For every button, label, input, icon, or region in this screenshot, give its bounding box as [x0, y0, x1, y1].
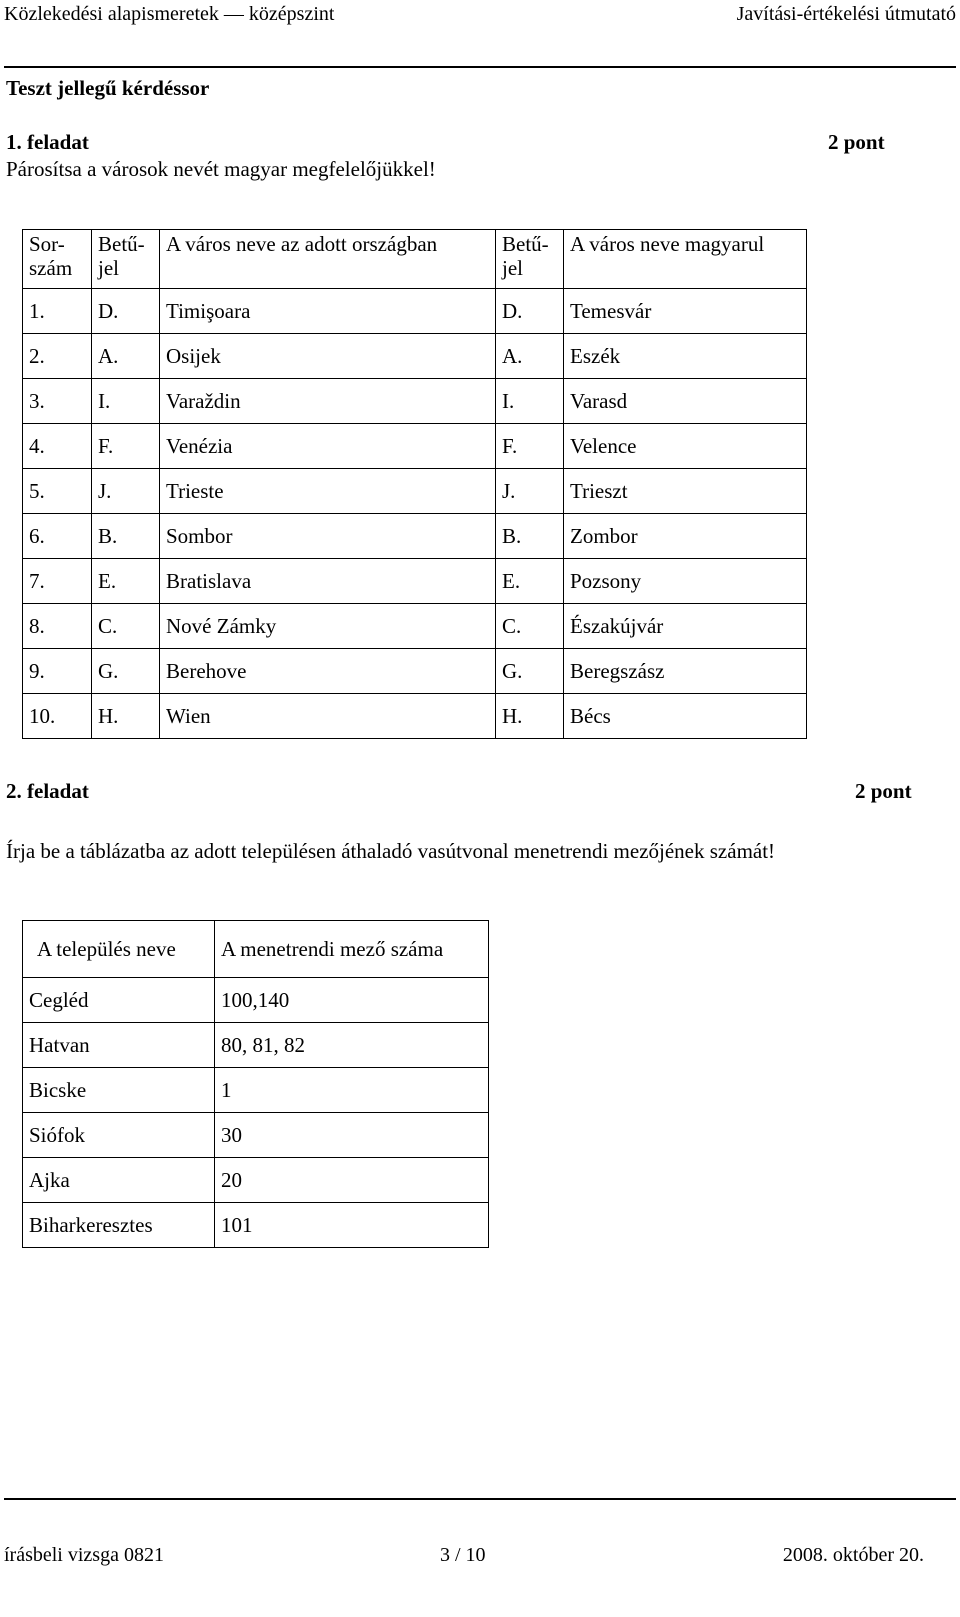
table-cell: H. [92, 694, 160, 739]
table-cell: Sombor [160, 514, 496, 559]
table-cell: Osijek [160, 334, 496, 379]
table-cell: F. [92, 424, 160, 469]
table-cell: Wien [160, 694, 496, 739]
table-cell: Cegléd [23, 978, 215, 1023]
table-row [23, 649, 807, 694]
table-cell: Trieste [160, 469, 496, 514]
table-cell: I. [92, 379, 160, 424]
table-cell: 10. [23, 694, 92, 739]
table-cell: 101 [215, 1203, 489, 1248]
header-doc-type: Javítási-értékelési útmutató [736, 3, 956, 25]
table-cell: 6. [23, 514, 92, 559]
table-cell: Bécs [564, 694, 807, 739]
table-cell: 4. [23, 424, 92, 469]
table-cell: 1. [23, 289, 92, 334]
table-cell: J. [496, 469, 564, 514]
table-cell: B. [92, 514, 160, 559]
table-cell: J. [92, 469, 160, 514]
task2-title: 2. feladat [6, 779, 89, 803]
task2-instruction: Írja be a táblázatba az adott településen áthaladó vasútvonal menetrendi mezőjének számát! [6, 839, 776, 863]
table-cell: 7. [23, 559, 92, 604]
table-cell: C. [496, 604, 564, 649]
table-cell: A. [496, 334, 564, 379]
table-cell: Velence [564, 424, 807, 469]
header-cell-text: A város neve magyarul [570, 232, 765, 256]
table-row [23, 978, 489, 1023]
timetable-field-table [22, 920, 489, 1248]
table-cell: 2. [23, 334, 92, 379]
table-row [23, 1068, 489, 1113]
table-cell: 20 [215, 1158, 489, 1203]
header-rule [4, 66, 956, 68]
table-cell: C. [92, 604, 160, 649]
table-header-row [23, 921, 489, 978]
table-cell: Biharkeresztes [23, 1203, 215, 1248]
table-cell: Beregszász [564, 649, 807, 694]
table-cell: D. [92, 289, 160, 334]
header-cell: A menetrendi mező száma [215, 921, 489, 978]
table-row [23, 559, 807, 604]
table-cell: 8. [23, 604, 92, 649]
table-cell: I. [496, 379, 564, 424]
table-cell: Hatvan [23, 1023, 215, 1068]
header-subject: Közlekedési alapismeretek — középszint [4, 3, 335, 25]
table-row [23, 379, 807, 424]
table-row [23, 1113, 489, 1158]
table-cell: 1 [215, 1068, 489, 1113]
table-cell: Varaždin [160, 379, 496, 424]
table-row [23, 1023, 489, 1068]
city-match-table [22, 229, 807, 739]
table-row [23, 694, 807, 739]
header-cell-text: Betű- jel [98, 232, 145, 280]
table-row [23, 1158, 489, 1203]
page-header [0, 0, 960, 36]
table-header-row [23, 230, 807, 289]
table-cell: 80, 81, 82 [215, 1023, 489, 1068]
table-row [23, 469, 807, 514]
table-cell: 30 [215, 1113, 489, 1158]
footer-exam-code: írásbeli vizsga 0821 [4, 1544, 164, 1566]
header-cell [92, 230, 160, 289]
table-row [23, 334, 807, 379]
table-cell: Venézia [160, 424, 496, 469]
table-cell: Ajka [23, 1158, 215, 1203]
table-cell: D. [496, 289, 564, 334]
table-cell: 9. [23, 649, 92, 694]
header-cell [160, 230, 496, 289]
task1-instruction: Párosítsa a városok nevét magyar megfelelőjükkel! [6, 157, 436, 181]
table-cell: Timişoara [160, 289, 496, 334]
table-cell: E. [92, 559, 160, 604]
footer-rule [4, 1498, 956, 1500]
header-cell [564, 230, 807, 289]
header-cell-text: Betű- jel [502, 232, 549, 280]
header-cell-text: A város neve az adott országban [166, 232, 438, 256]
table-cell: H. [496, 694, 564, 739]
header-cell [23, 230, 92, 289]
footer-page-number: 3 / 10 [440, 1544, 486, 1566]
table-cell: 5. [23, 469, 92, 514]
table-row [23, 424, 807, 469]
task2-points: 2 pont [855, 779, 912, 803]
table-cell: Temesvár [564, 289, 807, 334]
table-cell: Nové Zámky [160, 604, 496, 649]
table-cell: Trieszt [564, 469, 807, 514]
table-cell: Bicske [23, 1068, 215, 1113]
table-cell: Északújvár [564, 604, 807, 649]
table-row [23, 514, 807, 559]
header-cell [496, 230, 564, 289]
table-row [23, 604, 807, 649]
table-cell: Siófok [23, 1113, 215, 1158]
table-cell: G. [496, 649, 564, 694]
table-cell: Zombor [564, 514, 807, 559]
section-title: Teszt jellegű kérdéssor [6, 76, 210, 100]
table-cell: Bratislava [160, 559, 496, 604]
table-cell: F. [496, 424, 564, 469]
table-cell: Pozsony [564, 559, 807, 604]
table-row [23, 289, 807, 334]
table-cell: Berehove [160, 649, 496, 694]
table-cell: Eszék [564, 334, 807, 379]
table-row [23, 1203, 489, 1248]
table-cell: 3. [23, 379, 92, 424]
table-cell: Varasd [564, 379, 807, 424]
footer-date: 2008. október 20. [782, 1544, 924, 1566]
task1-points: 2 pont [828, 130, 885, 154]
table-cell: 100,140 [215, 978, 489, 1023]
table-cell: B. [496, 514, 564, 559]
table-cell: G. [92, 649, 160, 694]
header-cell-text: Sor- szám [29, 232, 73, 280]
header-cell: A település neve [23, 921, 215, 978]
table-cell: E. [496, 559, 564, 604]
task1-title: 1. feladat [6, 130, 89, 154]
table-cell: A. [92, 334, 160, 379]
